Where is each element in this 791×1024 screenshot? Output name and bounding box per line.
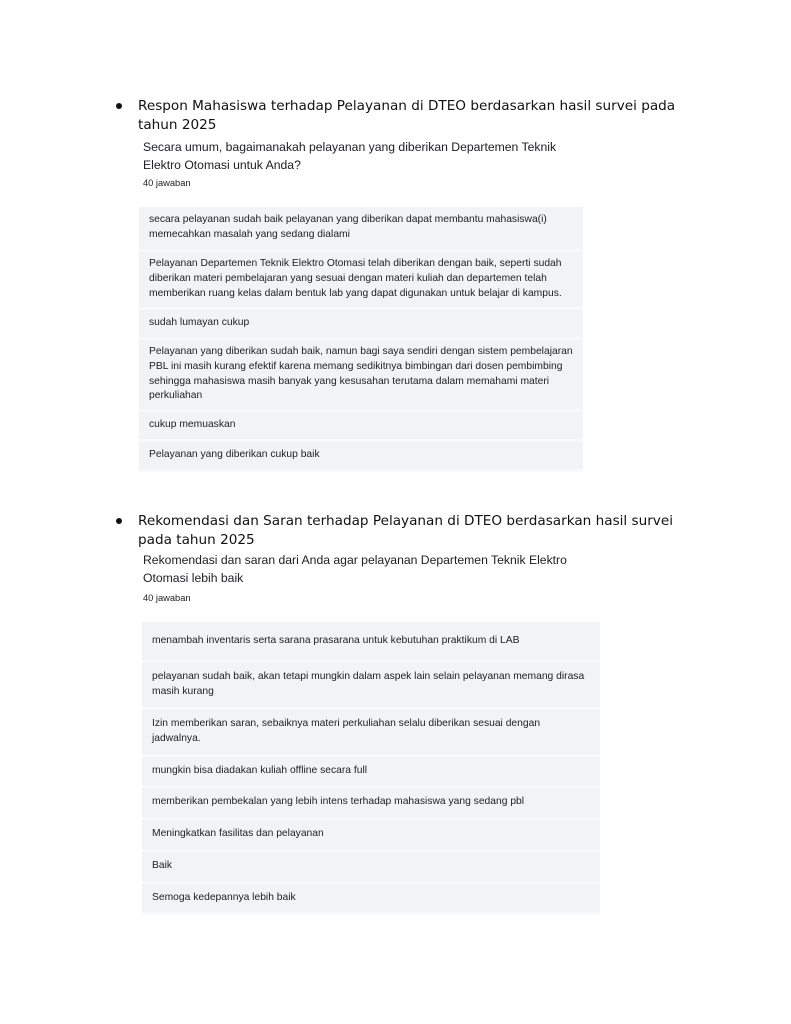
section2-heading-text: Rekomendasi dan Saran terhadap Pelayanan di DTEO berdasarkan hasil survei pada tahun 2025 (138, 513, 673, 548)
list-item: memberikan pembekalan yang lebih intens terhadap mahasiswa yang sedang pbl (142, 788, 600, 817)
list-item: Pelayanan yang diberikan sudah baik, namun bagi saya sendiri dengan sistem pembelajaran PBL ini masih kurang efektif karena memang sedikitnya bimbingan dari dosen pembimbing sehingga mahasiswa masih banyak yang kesusahan terutama dalam memahami materi perkuliahan (139, 340, 583, 409)
list-item: menambah inventaris serta sarana prasarana untuk kebutuhan praktikum di LAB (142, 622, 600, 660)
bullet-icon (116, 103, 122, 109)
section1-response-count: 40 jawaban (143, 178, 191, 188)
list-item: pelayanan sudah baik, akan tetapi mungkin dalam aspek lain selain pelayanan memang dirasa masih kurang (142, 663, 600, 707)
section1-heading-text: Respon Mahasiswa terhadap Pelayanan di DTEO berdasarkan hasil survei pada tahun 2025 (138, 98, 676, 133)
section1-answer-list (139, 207, 583, 472)
bullet-icon (116, 518, 122, 524)
section2-heading (138, 512, 698, 550)
section2-answer-list (142, 622, 600, 915)
list-item: Baik (142, 852, 600, 881)
list-item: Izin memberikan saran, sebaiknya materi perkuliahan selalu diberikan sesuai dengan jadwalnya. (142, 710, 600, 754)
list-item: mungkin bisa diadakan kuliah offline secara full (142, 757, 600, 785)
section2-question: Rekomendasi dan saran dari Anda agar pelayanan Departemen Teknik Elektro Otomasi lebih baik (143, 553, 567, 585)
list-item: secara pelayanan sudah baik pelayanan yang diberikan dapat membantu mahasiswa(i) memecahkan masalah yang sedang dialami (139, 207, 583, 249)
list-item: Pelayanan Departemen Teknik Elektro Otomasi telah diberikan dengan baik, seperti sudah diberikan materi pembelajaran yang sesuai dengan materi kuliah dan departemen telah memberikan ruang kelas dalam bentuk lab yang dapat digunakan untuk belajar di kampus. (139, 252, 583, 307)
section1-question: Secara umum, bagaimanakah pelayanan yang diberikan Departemen Teknik Elektro Otomasi untuk Anda? (143, 140, 557, 172)
section2-response-count: 40 jawaban (143, 593, 191, 603)
list-item: Semoga kedepannya lebih baik (142, 884, 600, 912)
list-item: Meningkatkan fasilitas dan pelayanan (142, 820, 600, 849)
section1-heading (138, 97, 698, 135)
list-item: cukup memuaskan (139, 412, 583, 439)
list-item: Pelayanan yang diberikan cukup baik (139, 442, 583, 469)
list-item: sudah lumayan cukup (139, 310, 583, 337)
